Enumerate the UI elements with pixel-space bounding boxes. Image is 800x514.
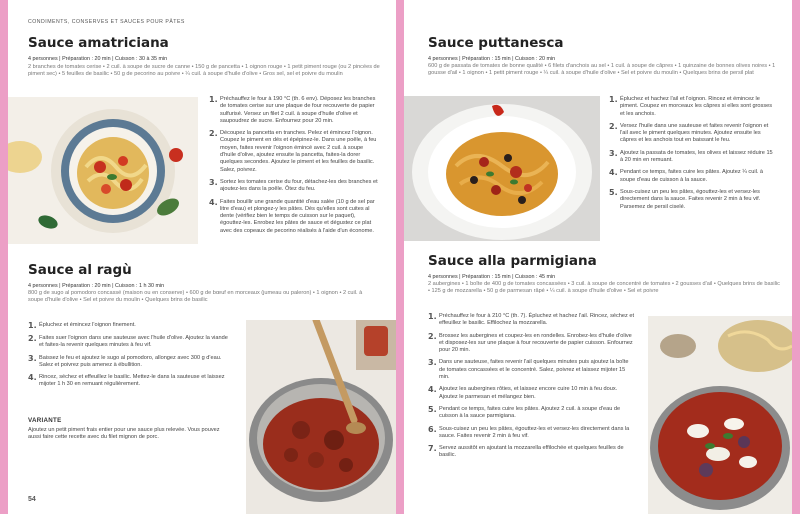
step-number: 2.	[609, 121, 618, 131]
step-text: Baissez le feu et ajoutez le sugo al pomodoro, allongez avec 300 g d'eau. Salez et poivrez puis amenez à ébullition.	[39, 354, 222, 368]
step-item	[209, 96, 379, 125]
step-text: Dans une sauteuse, faites revenir l'ail quelques minutes puis ajoutez la boîte de tomates concassées et le concentré. Salez, poivrez et laissez mijoter 15 min.	[439, 359, 629, 381]
recipe-meta-parmigiana: 4 personnes | Préparation : 15 min | Cuisson : 45 min	[428, 274, 556, 280]
recipe-meta-ragu: 4 personnes | Préparation : 20 min | Cuisson : 1 h 30 min	[28, 283, 165, 289]
meta-persons: 4 personnes	[428, 274, 458, 280]
meta-prep: Préparation : 15 min	[462, 274, 511, 280]
step-item	[428, 359, 636, 381]
step-text: Brossez les aubergines et coupez-les en rondelles. Enrobez-les d'huile d'olive et disposez-les sur une plaque à four recouverte de papier cuisson. Enfournez pour 20 min.	[439, 332, 633, 354]
step-item	[28, 374, 228, 389]
parmigiana-photo	[648, 316, 792, 514]
step-number: 6.	[428, 424, 437, 434]
step-number: 1.	[209, 95, 218, 104]
step-item	[428, 406, 636, 421]
step-item	[209, 199, 379, 235]
meta-prep: Préparation : 20 min	[62, 283, 111, 289]
step-text: Épluchez et émincez l'oignon finement.	[39, 322, 136, 328]
steps-parmigiana	[428, 313, 636, 465]
step-item	[609, 169, 777, 184]
step-item	[428, 445, 636, 460]
recipe-meta-puttanesca: 4 personnes | Préparation : 15 min | Cuisson : 20 min	[428, 56, 556, 62]
meta-cook: Cuisson : 20 min	[515, 56, 556, 62]
meta-persons: 4 personnes	[428, 56, 458, 62]
recipe-title-ragu: Sauce al ragù	[28, 262, 132, 278]
step-text: Pendant ce temps, faites cuire les pâtes. Ajoutez ¼ cuil. à soupe d'eau de cuisson à la sauce.	[620, 169, 764, 183]
step-text: Ajoutez la passata de tomates, les olives et laissez réduire 15 à 20 min en remuant.	[620, 149, 773, 164]
step-number: 3.	[609, 148, 618, 158]
step-item	[609, 189, 777, 211]
step-number: 3.	[209, 177, 218, 187]
step-text: Faites suer l'oignon dans une sauteuse avec l'huile d'olive. Ajoutez la viande et faites-la revenir quelques minutes à feu vif.	[39, 335, 228, 349]
step-number: 1.	[28, 321, 37, 330]
step-text: Préchauffez le four à 190 °C (th. 6 env). Déposez les branches de tomates cerise sur une plaque de four recouverte de papier sulfurisé. Versez un filet 2 cuil. à soupe d'huile d'olive et saupoudrez de sucre. Enfournez pour 20 min.	[220, 96, 376, 124]
meta-cook: Cuisson : 1 h 30 min	[115, 283, 165, 289]
step-number: 2.	[209, 129, 218, 139]
amatriciana-photo	[8, 97, 198, 244]
puttanesca-photo	[404, 96, 600, 241]
step-text: Pendant ce temps, faites cuire les pâtes. Ajoutez 2 cuil. à soupe d'eau de cuisson à la sauce parmigiana.	[439, 405, 621, 420]
step-number: 4.	[28, 373, 37, 383]
left-page	[8, 0, 396, 514]
step-item	[609, 150, 777, 165]
meta-persons: 4 personnes	[28, 56, 58, 62]
meta-prep: Préparation : 20 min	[62, 56, 111, 62]
steps-ragu	[28, 322, 228, 394]
meta-cook: Cuisson : 45 min	[515, 274, 556, 280]
step-item	[428, 386, 636, 401]
step-text: Préchauffez le four à 210 °C (th. 7). Épluchez et hachez l'ail. Rincez, séchez et effeuillez le basilic. Effilochez la mozzarella.	[439, 313, 635, 327]
step-item	[609, 96, 777, 118]
step-text: Sortez les tomates cerise du four, détachez-les des branches et ajoutez-les dans la poêle. Ôtez du feu.	[220, 178, 378, 193]
running-header: CONDIMENTS, CONSERVES ET SAUCES POUR PÂTES	[28, 19, 185, 25]
step-text: Sous-cuisez un peu les pâtes, égouttez-les et versez-les directement dans la sauce. Faites revenir 2 min à feu vif. Parsemez de persil ciselé.	[620, 188, 761, 210]
step-item	[428, 333, 636, 355]
recipe-title-puttanesca: Sauce puttanesca	[428, 35, 564, 51]
step-number: 3.	[428, 358, 437, 368]
step-text: Faites bouillir une grande quantité d'eau salée (10 g de sel par litre d'eau) et plongez-y les pâtes. Dès qu'elles sont cuites al dente (vérifiez bien le temps de cuisson sur le paquet), égouttez-les. Enrobez les pâtes de sauce et dégustez ce plat avec des copeaux de pecorino réalisés à l'aide d'un économe.	[220, 198, 375, 234]
step-item	[428, 313, 636, 328]
step-number: 5.	[428, 404, 437, 414]
variante-title: VARIANTE	[28, 417, 62, 424]
step-item	[428, 426, 636, 441]
step-number: 7.	[428, 444, 437, 454]
steps-puttanesca	[609, 96, 777, 216]
ingredients-ragu: 800 g de sugo al pomodoro concassé (maison ou en conserve) • 600 g de bœuf en morceaux (jumeau ou paleron) • 1 oignon • 2 cuil. à soupe d'huile d'olive • Sel et poivre du moulin • Quelques brins de basilic	[28, 290, 363, 304]
right-page	[404, 0, 792, 514]
step-number: 4.	[209, 197, 218, 207]
step-number: 4.	[428, 385, 437, 395]
step-item	[28, 322, 228, 330]
page-number: 54	[28, 496, 36, 503]
step-item	[209, 179, 379, 194]
step-text: Rincez, séchez et effeuillez le basilic. Mettez-le dans la sauteuse et laissez mijoter 1 h 30 en remuant régulièrement.	[39, 374, 225, 388]
recipe-title-amatriciana: Sauce amatriciana	[28, 35, 169, 51]
variante-text: Ajoutez un petit piment frais entier pour une sauce plus relevée. Vous pouvez aussi faire cette recette avec du filet mignon de porc.	[28, 427, 220, 441]
ingredients-puttanesca: 600 g de passata de tomates de bonne qualité • 6 filets d'anchois au sel • 1 cuil. à soupe de câpres • 1 quinzaine de bonnes olives noires • 1 gousse d'ail • 1 oignon • 1 petit piment rouge • ¼ cuil. à soupe d'huile d'olive • Sel et poivre du moulin • Quelques brins de persil plat	[428, 63, 776, 77]
step-text: Versez l'huile dans une sauteuse et faites revenir l'oignon et l'ail avec le piment quelques minutes. Ajoutez ensuite les câpres et les anchois tout en baissant le feu.	[620, 122, 769, 144]
recipe-title-parmigiana: Sauce alla parmigiana	[428, 253, 597, 269]
step-number: 2.	[28, 334, 37, 343]
step-number: 1.	[428, 312, 437, 321]
step-item	[28, 335, 228, 350]
step-number: 5.	[609, 187, 618, 197]
recipe-meta-amatriciana: 4 personnes | Préparation : 20 min | Cuisson : 30 à 35 min	[28, 56, 168, 62]
step-number: 2.	[428, 331, 437, 341]
step-text: Sous-cuisez un peu les pâtes, égouttez-les et versez-les directement dans la sauce. Faites revenir 2 min à feu vif.	[439, 425, 630, 439]
ragu-photo	[246, 320, 396, 514]
ingredients-parmigiana: 2 aubergines • 1 boîte de 400 g de tomates concassées • 3 cuil. à soupe de concentré de tomates • 2 gousses d'ail • Quelques brins de basilic • 125 g de mozzarella • 50 g de parmesan râpé • ¼ cuil. à soupe d'huile d'olive • Sel et poivre	[428, 281, 780, 295]
meta-prep: Préparation : 15 min	[462, 56, 511, 62]
meta-persons: 4 personnes	[28, 283, 58, 289]
step-item	[28, 355, 228, 370]
ingredients-amatriciana: 2 branches de tomates cerise • 2 cuil. à soupe de sucre de canne • 150 g de pancetta • 1 oignon rouge • 1 petit piment rouge (ou 2 pincées de piment sec) • 5 feuilles de basilic • 50 g de pecorino au poivre • ¼ cuil. à soupe d'huile d'olive • Gros sel, sel et poivre du moulin	[28, 64, 380, 78]
step-text: Découpez la pancetta en tranches. Pelez et émincez l'oignon. Coupez le piment en dés et épépinez-le. Dans une poêle, à feu moyen, faites revenir l'oignon émincé avec 2 cuil. à soupe d'huile d'olive, ajoutez ensuite la pancetta, faites-la dorer quelques secondes. Ajoutez le piment et les feuilles de basilic. Salez, poivrez.	[220, 130, 377, 173]
step-item	[209, 130, 379, 174]
step-number: 4.	[609, 168, 618, 178]
step-text: Épluchez et hachez l'ail et l'oignon. Rincez et émincez le piment. Coupez en morceaux les câpres si elles sont grosses et les anchois.	[620, 96, 773, 117]
step-number: 1.	[609, 95, 618, 104]
step-text: Ajoutez les aubergines rôties, et laissez encore cuire 10 min à feu doux. Ajoutez le parmesan et mélangez bien.	[439, 386, 618, 400]
step-text: Servez aussitôt en ajoutant la mozzarella effilochée et quelques feuilles de basilic.	[439, 445, 624, 459]
meta-cook: Cuisson : 30 à 35 min	[115, 56, 168, 62]
steps-amatriciana	[209, 96, 379, 240]
step-number: 3.	[28, 353, 37, 363]
step-item	[609, 123, 777, 145]
